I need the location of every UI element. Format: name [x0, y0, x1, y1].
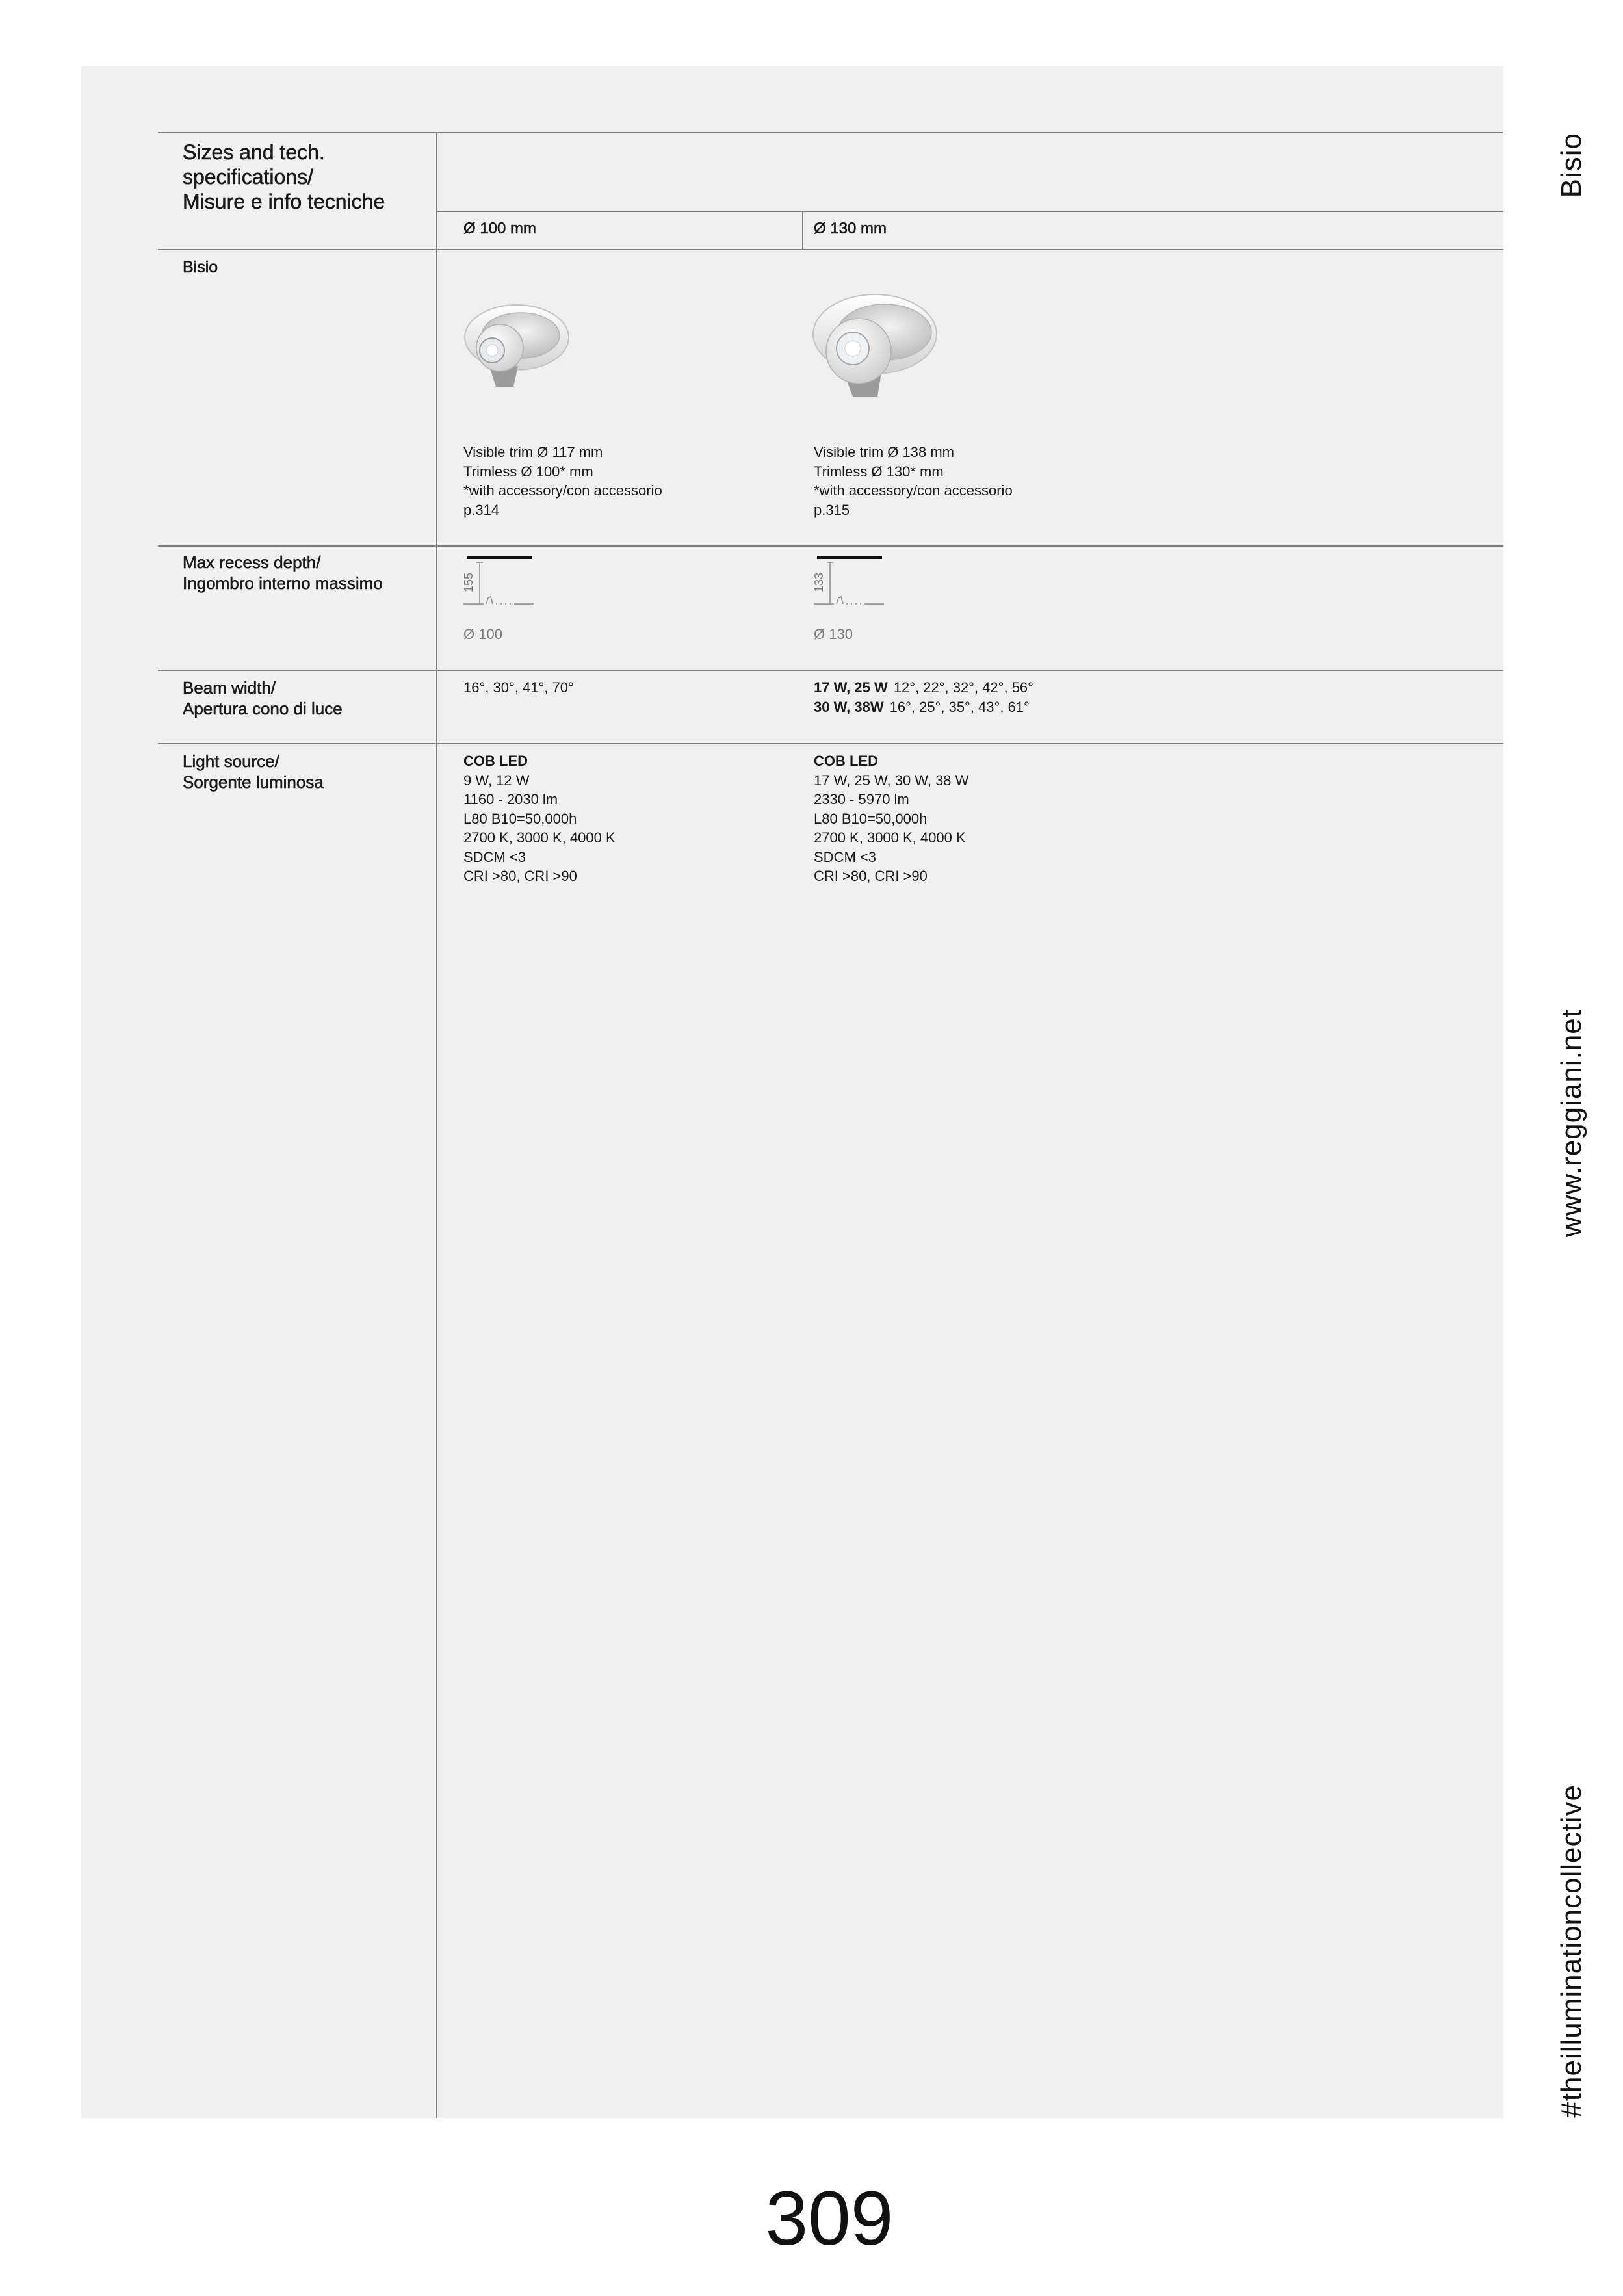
light-source-cct: 2700 K, 3000 K, 4000 K: [814, 829, 966, 846]
row-label-line: Beam width/: [183, 678, 276, 698]
fixture-outline: [837, 597, 843, 604]
recess-depth-value: 133: [812, 572, 825, 593]
light-source-type: COB LED: [463, 753, 528, 769]
light-source-lumens: 2330 - 5970 lm: [814, 791, 909, 807]
beam-angles: 16°, 25°, 35°, 43°, 61°: [889, 698, 1030, 715]
trim-info-line: Trimless Ø 100* mm: [463, 463, 593, 480]
trim-info-line: Visible trim Ø 138 mm: [814, 444, 954, 460]
row-rule-product: [158, 249, 1503, 250]
trim-info-line: Visible trim Ø 117 mm: [463, 444, 603, 460]
row-label-light: [183, 751, 324, 792]
light-source-lumens: 1160 - 2030 lm: [463, 791, 558, 807]
row-rule-light: [158, 743, 1503, 744]
light-source-cri: CRI >80, CRI >90: [814, 868, 928, 884]
beam-angles-130: [814, 678, 1033, 716]
row-label-product: Bisio: [183, 258, 218, 276]
column-header-130: Ø 130 mm: [814, 220, 887, 237]
recess-diagram-100: [462, 554, 535, 608]
beam-angles: 12°, 22°, 32°, 42°, 56°: [893, 679, 1033, 696]
row-label-line: Light source/: [183, 751, 279, 771]
side-website: www.reggiani.net: [1555, 1008, 1587, 1237]
table-title: [183, 140, 385, 214]
light-source-lifetime: L80 B10=50,000h: [814, 810, 928, 827]
row-rule-beam: [158, 670, 1503, 671]
beam-angles-line: [814, 678, 1033, 698]
row-label-line: Apertura cono di luce: [183, 699, 343, 718]
label-column-divider: [436, 132, 437, 2118]
beam-angles-100: [463, 678, 574, 698]
bisio-130-product-image: [811, 291, 941, 402]
recess-diagram-130: [812, 554, 885, 608]
recess-diameter-100: Ø 100: [463, 626, 502, 642]
spec-panel: [81, 66, 1503, 2118]
lens-center: [486, 345, 498, 356]
trim-info-line: Trimless Ø 130* mm: [814, 463, 944, 480]
beam-wattage: 30 W, 38W: [814, 698, 884, 715]
light-source-sdcm: SDCM <3: [814, 848, 876, 865]
light-source-130: [814, 751, 968, 886]
row-label-line: Max recess depth/: [183, 553, 321, 572]
beam-wattage: 17 W, 25 W: [814, 679, 888, 696]
beam-angles-line: [814, 698, 1033, 717]
trim-info-line: *with accessory/con accessorio: [463, 482, 662, 499]
column-header-rule: [437, 211, 1503, 212]
side-product-name: Bisio: [1555, 133, 1587, 198]
row-label-line: Sorgente luminosa: [183, 772, 324, 792]
table-title-line: specifications/: [183, 165, 313, 189]
column-header-100: Ø 100 mm: [463, 220, 537, 237]
row-rule-recess: [158, 545, 1503, 547]
ceiling-line: [817, 556, 882, 559]
page-reference: p.314: [463, 501, 500, 518]
fixture-outline: [486, 597, 493, 604]
beam-angles-line: 16°, 30°, 41°, 70°: [463, 679, 574, 696]
light-source-cri: CRI >80, CRI >90: [463, 868, 577, 884]
lens-center: [845, 341, 861, 356]
light-source-lifetime: L80 B10=50,000h: [463, 810, 577, 827]
trim-info-130: [814, 443, 1013, 519]
light-source-type: COB LED: [814, 753, 878, 769]
row-label-beam: [183, 677, 343, 719]
row-label-recess: [183, 552, 383, 594]
bisio-100-product-image: [462, 301, 573, 388]
table-title-line: Sizes and tech.: [183, 140, 325, 164]
recess-diameter-130: Ø 130: [814, 626, 853, 642]
page-reference: p.315: [814, 501, 850, 518]
light-source-wattage: 9 W, 12 W: [463, 772, 530, 789]
light-source-100: [463, 751, 616, 886]
recess-depth-value: 155: [462, 572, 475, 593]
trim-info-line: *with accessory/con accessorio: [814, 482, 1013, 499]
table-title-line: Misure e info tecniche: [183, 190, 385, 213]
light-source-sdcm: SDCM <3: [463, 848, 526, 865]
light-source-cct: 2700 K, 3000 K, 4000 K: [463, 829, 616, 846]
table-top-rule: [158, 132, 1503, 133]
ceiling-line: [467, 556, 532, 559]
light-source-wattage: 17 W, 25 W, 30 W, 38 W: [814, 772, 969, 789]
column-header-divider: [802, 211, 803, 250]
side-hashtag: #theilluminationcollective: [1555, 1784, 1587, 2118]
page-number: 309: [765, 2176, 894, 2262]
trim-info-100: [463, 443, 662, 519]
row-label-line: Ingombro interno massimo: [183, 573, 383, 593]
